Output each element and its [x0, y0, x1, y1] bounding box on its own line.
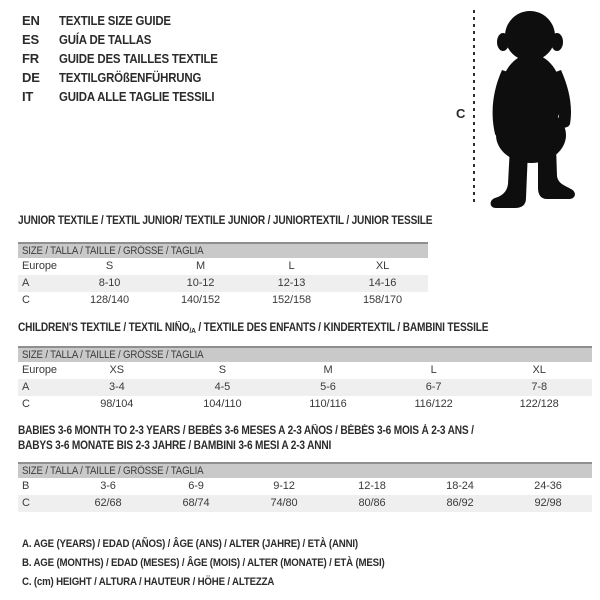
- junior-section-title: [18, 214, 489, 229]
- language-code: DE: [22, 70, 40, 85]
- language-label: TEXTILGRÖßENFÜHRUNG: [59, 70, 202, 85]
- table-row: [18, 478, 592, 495]
- language-list: [22, 11, 239, 106]
- size-header-bar: [18, 462, 592, 478]
- note-row: [22, 573, 434, 592]
- language-label: GUIDE DES TAILLES TEXTILE: [59, 51, 218, 66]
- size-cell: XS: [109, 364, 125, 376]
- value-cell: 80/86: [358, 497, 386, 509]
- row-label-cell: Europe: [22, 260, 57, 272]
- value-cell: 68/74: [182, 497, 210, 509]
- language-code: IT: [22, 89, 34, 104]
- value-cell: 12-18: [358, 480, 386, 492]
- size-cell: S: [105, 260, 114, 272]
- size-header-bar: [18, 346, 592, 362]
- language-row: [22, 49, 239, 68]
- row-label-cell: C: [22, 497, 30, 509]
- value-cell: 14-16: [368, 277, 397, 289]
- children-section-title-text: [18, 321, 488, 338]
- note-a: A. AGE (YEARS) / EDAD (AÑOS) / ÂGE (ANS) / ALTER (JAHRE) / ETÀ (ANNI): [22, 538, 358, 550]
- value-cell: 152/158: [271, 294, 312, 306]
- value-cell: 6-7: [425, 381, 442, 393]
- children-section-title: [18, 321, 552, 338]
- size-cell: M: [195, 260, 206, 272]
- note-row: [22, 554, 434, 573]
- babies-title-line1: BABIES 3-6 MONTH TO 2-3 YEARS / BEBÉS 3-6 MESES A 2-3 AÑOS / BÉBÉS 3-6 MOIS À 2-3 ANS /: [18, 425, 474, 437]
- value-cell: 140/152: [180, 294, 221, 306]
- table-row: [18, 258, 428, 275]
- row-label-cell: A: [22, 381, 30, 393]
- language-code: EN: [22, 13, 40, 28]
- language-label: GUIDA ALLE TAGLIE TESSILI: [59, 89, 215, 104]
- size-header-label: SIZE / TALLA / TAILLE / GRÖSSE / TAGLIA: [22, 245, 204, 257]
- language-label: GUÍA DE TALLAS: [59, 32, 152, 47]
- title-part: / TEXTILE DES ENFANTS / KINDERTEXTIL / BAMBINI TESSILE: [195, 322, 489, 334]
- row-label-cell: C: [22, 294, 30, 306]
- language-row: [22, 87, 239, 106]
- table-row: [18, 275, 428, 292]
- value-cell: 92/98: [534, 497, 562, 509]
- language-label: TEXTILE SIZE GUIDE: [59, 13, 171, 28]
- language-row: [22, 68, 239, 87]
- size-header-bar: [18, 242, 428, 258]
- value-cell: 62/68: [94, 497, 122, 509]
- row-label-cell: Europe: [22, 364, 57, 376]
- size-cell: M: [323, 364, 333, 376]
- size-cell: L: [288, 260, 295, 272]
- measure-label-c: C: [456, 106, 466, 121]
- title-subscript: /A: [189, 326, 196, 335]
- value-cell: 122/128: [519, 398, 559, 410]
- value-cell: 8-10: [98, 277, 121, 289]
- junior-size-table: [18, 242, 428, 309]
- table-row: [18, 379, 592, 396]
- value-cell: 6-9: [188, 480, 204, 492]
- value-cell: 110/116: [309, 398, 347, 410]
- value-cell: 24-36: [534, 480, 562, 492]
- size-cell: S: [218, 364, 227, 376]
- baby-silhouette-icon: [486, 8, 586, 210]
- babies-size-table: [18, 462, 592, 512]
- value-cell: 158/170: [362, 294, 403, 306]
- size-cell: XL: [375, 260, 390, 272]
- table-row: [18, 495, 592, 512]
- language-code: ES: [22, 32, 39, 47]
- row-label-cell: B: [22, 480, 30, 492]
- value-cell: 104/110: [203, 398, 242, 410]
- table-row: [18, 362, 592, 379]
- size-header-label: SIZE / TALLA / TAILLE / GRÖSSE / TAGLIA: [22, 465, 204, 477]
- value-cell: 116/122: [414, 398, 453, 410]
- row-label-cell: A: [22, 277, 30, 289]
- note-row: [22, 535, 434, 554]
- size-header-label: SIZE / TALLA / TAILLE / GRÖSSE / TAGLIA: [22, 349, 204, 361]
- value-cell: 98/104: [100, 398, 134, 410]
- size-cell: L: [430, 364, 437, 376]
- value-cell: 5-6: [320, 381, 336, 393]
- value-cell: 12-13: [277, 277, 306, 289]
- table-row: [18, 292, 428, 309]
- value-cell: 3-4: [108, 381, 125, 393]
- value-cell: 3-6: [100, 480, 116, 492]
- value-cell: 128/140: [89, 294, 130, 306]
- value-cell: 10-12: [186, 277, 215, 289]
- language-code: FR: [22, 51, 39, 66]
- value-cell: 74/80: [270, 497, 298, 509]
- value-cell: 18-24: [446, 480, 474, 492]
- junior-section-title-text: JUNIOR TEXTILE / TEXTIL JUNIOR/ TEXTILE JUNIOR / JUNIORTEXTIL / JUNIOR TESSILE: [18, 215, 433, 227]
- size-cell: XL: [532, 364, 546, 376]
- row-label-cell: C: [22, 398, 30, 410]
- babies-section-title: [18, 424, 536, 454]
- table-row: [18, 396, 592, 413]
- language-row: [22, 30, 239, 49]
- title-part: CHILDREN'S TEXTILE / TEXTIL NIÑO: [18, 322, 190, 334]
- height-dashed-line: [473, 10, 475, 206]
- language-row: [22, 11, 239, 30]
- note-b: B. AGE (MONTHS) / EDAD (MESES) / ÂGE (MOIS) / ALTER (MONATE) / ETÀ (MESI): [22, 557, 385, 569]
- babies-title-line2: BABYS 3-6 MONATE BIS 2-3 JAHRE / BAMBINI 3-6 MESI A 2-3 ANNI: [18, 440, 332, 452]
- children-size-table: [18, 346, 592, 413]
- note-c: C. (cm) HEIGHT / ALTURA / HAUTEUR / HÖHE / ALTEZZA: [22, 576, 275, 588]
- value-cell: 7-8: [531, 381, 547, 393]
- value-cell: 4-5: [214, 381, 231, 393]
- legend-notes: [22, 535, 434, 592]
- value-cell: 86/92: [446, 497, 474, 509]
- value-cell: 9-12: [273, 480, 295, 492]
